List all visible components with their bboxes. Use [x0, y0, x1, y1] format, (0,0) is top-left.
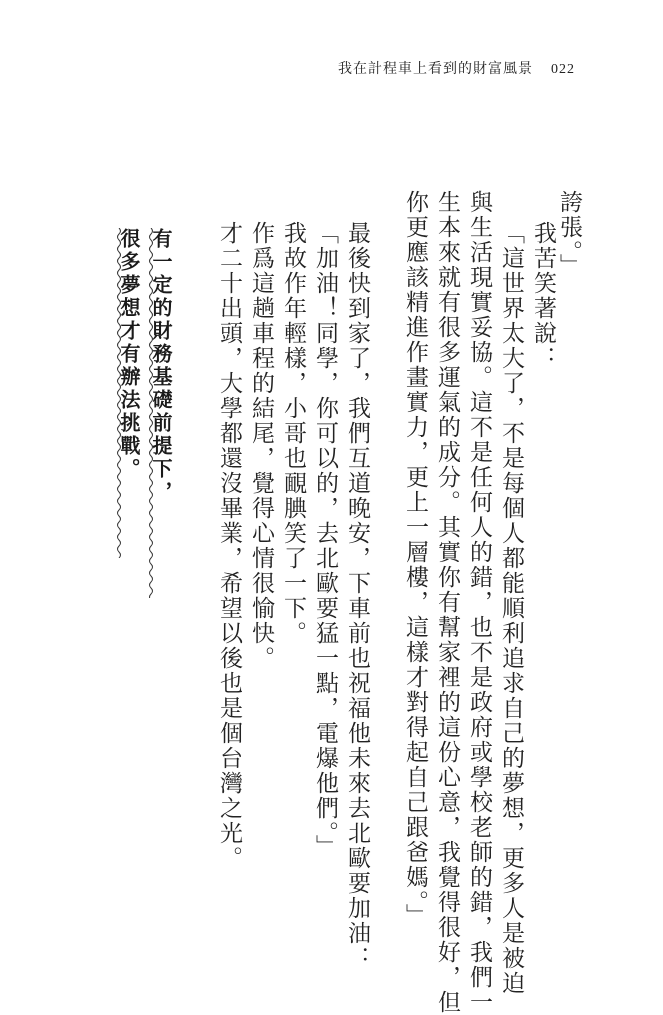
body-line-2: 我苦笑著說： [530, 221, 556, 371]
highlight-line-2: 很多夢想才有辦法挑戰。 [117, 228, 141, 481]
body-line-11: 才二十出頭，大學都還沒畢業，希望以後也是個台灣之光。 [216, 221, 242, 871]
body-line-7: 最後快到家了，我們互道晚安，下車前也祝福他未來去北歐要加油： [344, 221, 370, 971]
highlight-line-1: 有一定的財務基礎前提下， [149, 228, 173, 504]
running-header [338, 58, 575, 78]
body-line-4: 與生活現實妥協。這不是任何人的錯，也不是政府或學校老師的錯，我們一 [466, 190, 492, 1015]
body-line-5: 生本來就有很多運氣的成分。其實你有幫家裡的這份心意，我覺得很好，但 [434, 190, 460, 1015]
body-line-8: 「加油！同學，你可以的，去北歐要猛一點，電爆他們。」 [312, 221, 338, 860]
body-line-10: 作爲這趟車程的結尾，覺得心情很愉快。 [248, 221, 274, 671]
page-number: 022 [551, 62, 575, 77]
body-line-6: 你更應該精進作畫實力，更上一層樓，這樣才對得起自己跟爸媽。」 [402, 190, 428, 929]
body-line-9: 我故作年輕樣，小哥也靦腆笑了一下。 [280, 221, 306, 646]
header-title: 我在計程車上看到的財富風景 [338, 61, 533, 77]
body-line-1: 誇張。」 [556, 190, 582, 279]
body-line-3: 「這世界太大了，不是每個人都能順利追求自己的夢想，更多人是被迫 [498, 221, 524, 996]
wavy-underline-2 [116, 228, 122, 558]
wavy-underline-1 [148, 228, 154, 598]
